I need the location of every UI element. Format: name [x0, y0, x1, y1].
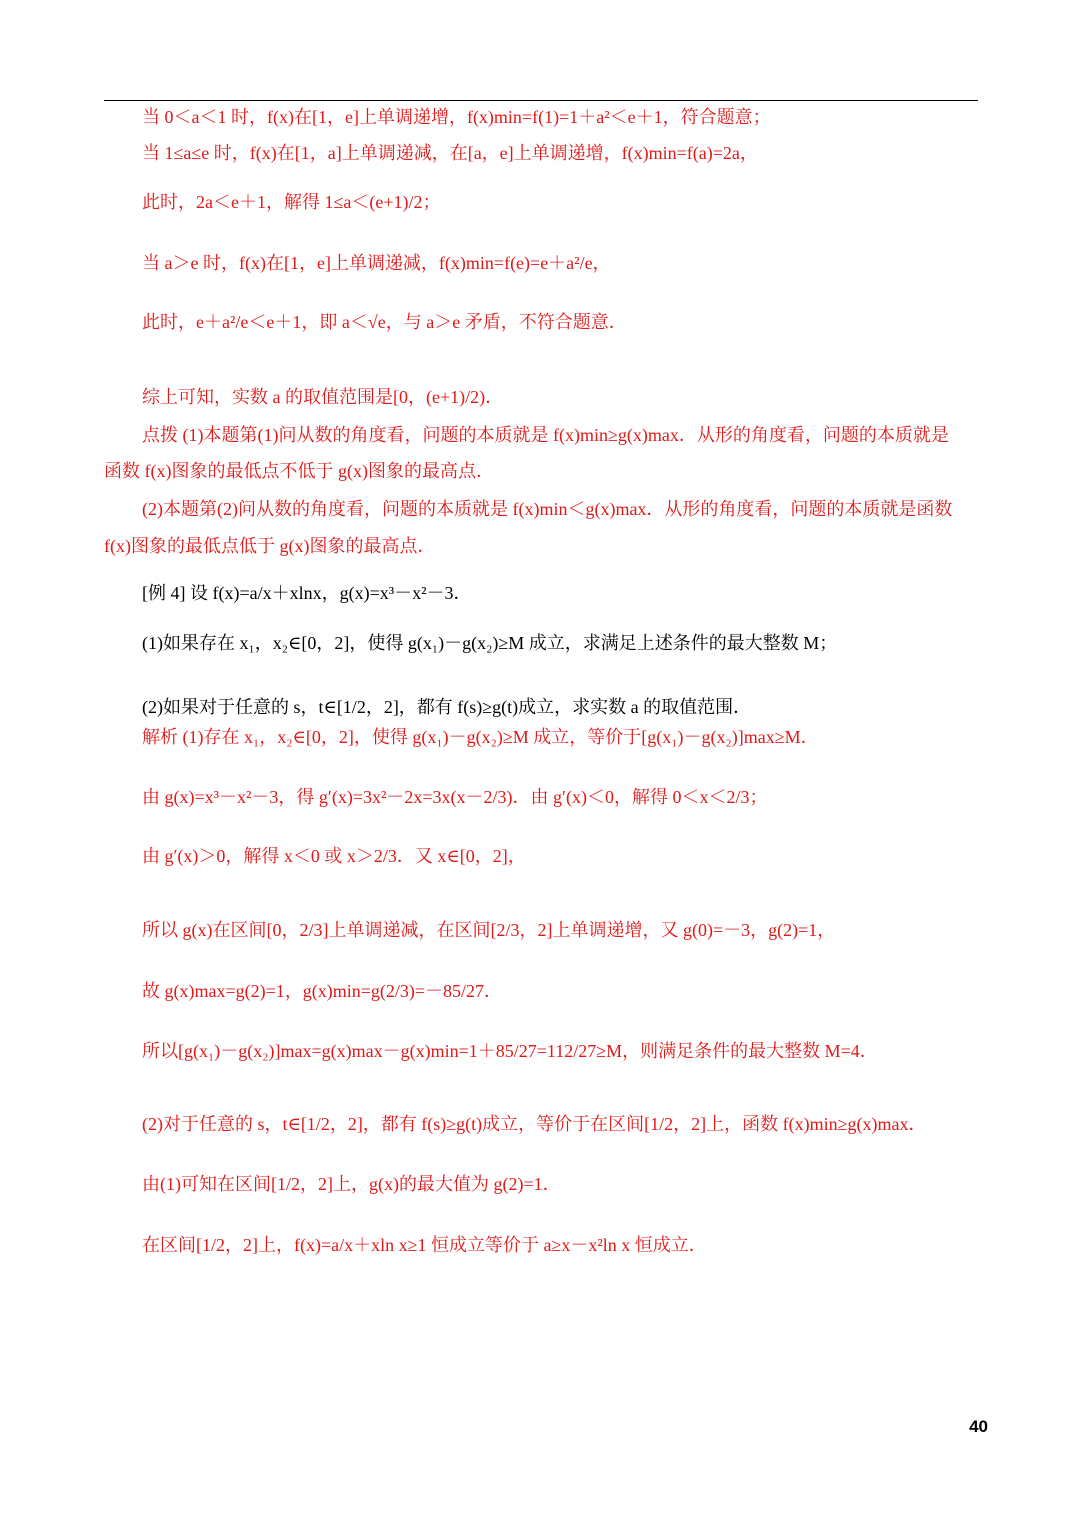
text-line-1: 当 0＜a＜1 时，f(x)在[1，e]上单调递增，f(x)min=f(1)=1＋a²＜e＋1，符合题意； — [142, 107, 771, 127]
text-line-10: f(x)图象的最低点低于 g(x)图象的最高点． — [104, 536, 436, 556]
solution-line-9: 在区间[1/2，2]上，f(x)=a/x＋xln x≥1 恒成立等价于 a≥x－x²ln x 恒成立． — [142, 1235, 707, 1255]
solution-line-2: 由 g(x)=x³－x²－3，得 g′(x)=3x²－2x=3x(x－2/3)．由 g′(x)＜0，解得 0＜x＜2/3； — [142, 787, 768, 807]
example-question-2: (2)如果对于任意的 s，t∈[1/2，2]，都有 f(s)≥g(t)成立，求实数 a 的取值范围． — [142, 697, 752, 717]
solution-line-7: (2)对于任意的 s，t∈[1/2，2]，都有 f(s)≥g(t)成立，等价于在区间[1/2，2]上，函数 f(x)min≥g(x)max． — [142, 1114, 927, 1134]
solution-line-6: 所以[g(x₁)－g(x₂)]max=g(x)max－g(x)min=1＋85/27=112/27≥M，则满足条件的最大整数 M=4． — [142, 1041, 878, 1061]
solution-line-3: 由 g′(x)＞0，解得 x＜0 或 x＞2/3．又 x∈[0，2]， — [142, 846, 526, 866]
text-line-8: 函数 f(x)图象的最低点不低于 g(x)图象的最高点． — [104, 461, 494, 481]
solution-line-8: 由(1)可知在区间[1/2，2]上，g(x)的最大值为 g(2)=1． — [142, 1174, 561, 1194]
solution-line-4: 所以 g(x)在区间[0，2/3]上单调递减，在区间[2/3，2]上单调递增，又 g(0)=－3，g(2)=1， — [142, 920, 836, 940]
text-line-6: 综上可知，实数 a 的取值范围是[0，(e+1)/2)． — [142, 387, 504, 407]
example-title: [例 4] 设 f(x)=a/x＋xlnx，g(x)=x³－x²－3． — [142, 583, 472, 603]
text-line-5: 此时，e＋a²/e＜e＋1，即 a＜√e，与 a＞e 矛盾，不符合题意． — [142, 312, 627, 332]
text-line-9: (2)本题第(2)问从数的角度看，问题的本质就是 f(x)min＜g(x)max．从形的角度看，问题的本质就是函数 — [142, 499, 953, 519]
text-line-3: 此时，2a＜e＋1，解得 1≤a＜(e+1)/2； — [142, 192, 441, 212]
solution-line-1: 解析 (1)存在 x₁，x₂∈[0，2]，使得 g(x₁)－g(x₂)≥M 成立，等价于[g(x₁)－g(x₂)]max≥M． — [142, 727, 819, 747]
text-line-2: 当 1≤a≤e 时，f(x)在[1，a]上单调递减，在[a，e]上单调递增，f(x)min=f(a)=2a， — [142, 143, 758, 163]
text-line-4: 当 a＞e 时，f(x)在[1，e]上单调递减，f(x)min=f(e)=e＋a²/e， — [142, 253, 611, 273]
example-question-1: (1)如果存在 x₁，x₂∈[0，2]，使得 g(x₁)－g(x₂)≥M 成立，求满足上述条件的最大整数 M； — [142, 633, 838, 653]
header-rule — [104, 100, 978, 101]
text-line-7: 点拨 (1)本题第(1)问从数的角度看，问题的本质就是 f(x)min≥g(x)max．从形的角度看，问题的本质就是 — [142, 425, 949, 445]
page-number: 40 — [969, 1417, 988, 1436]
solution-line-5: 故 g(x)max=g(2)=1，g(x)min=g(2/3)=－85/27． — [142, 981, 503, 1001]
